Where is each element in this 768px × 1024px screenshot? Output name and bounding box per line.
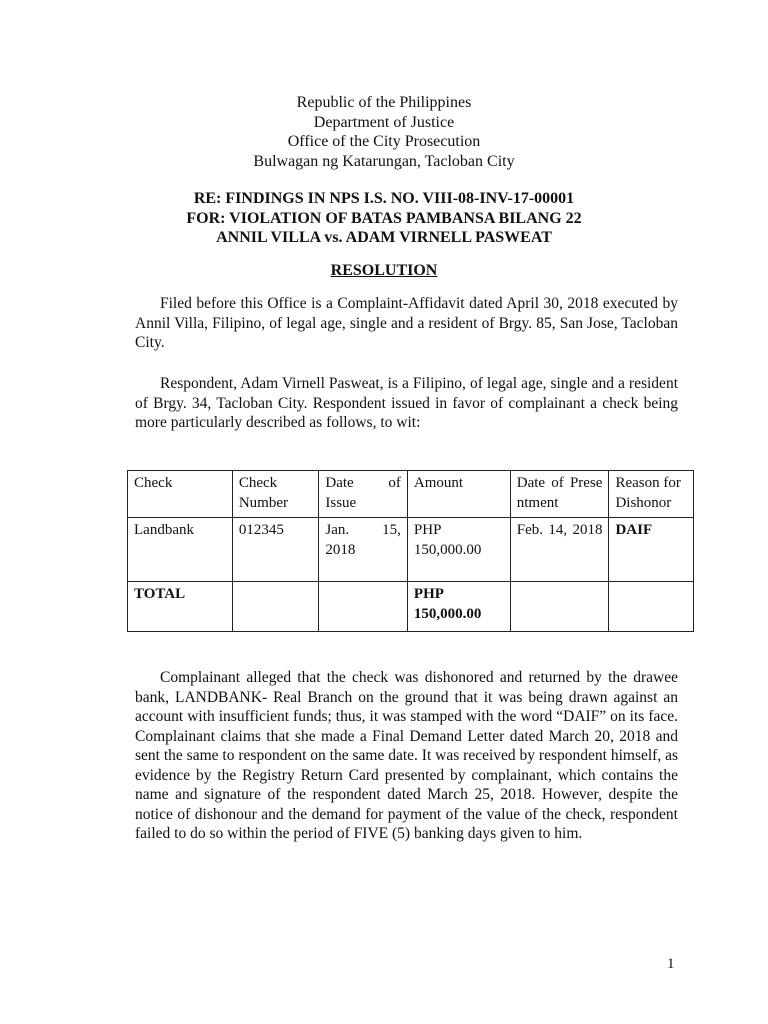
- cell-check: Landbank: [128, 518, 233, 582]
- cell-date-presentment: Feb. 14, 2018: [510, 518, 609, 582]
- header-reason: Reason for Dishonor: [609, 471, 694, 518]
- table-row: [128, 518, 694, 582]
- paragraph-allegation: Complainant alleged that the check was dishonored and returned by the drawee bank, LANDBANK- Real Branch on the ground that it was being drawn against an account with insufficient funds; thus, it was stamped with the word “DAIF” on its face. Complainant claims that she made a Final Demand Letter dated March 20, 2018 and sent the same to respondent on the same date. It was received by respondent himself, as evidence by the Registry Return Card presented by complainant, which contains the name and signature of the respondent dated March 25, 2018. However, despite the notice of dishonour and the demand for payment of the value of the check, respondent failed to do so within the period of FIVE (5) banking days given to him.: [135, 669, 678, 842]
- case-reference: [0, 189, 768, 248]
- total-empty-2: [319, 582, 408, 632]
- re-line: RE: FINDINGS IN NPS I.S. NO. VIII-08-INV-17-00001: [193, 190, 575, 207]
- paragraph-respondent: Respondent, Adam Virnell Pasweat, is a Filipino, of legal age, single and a resident of Brgy. 34, Tacloban City. Respondent issued in favor of complainant a check being more particularly described as follows, to wit:: [135, 375, 678, 431]
- page-number: 1: [667, 956, 675, 972]
- cell-reason: DAIF: [609, 518, 694, 582]
- header-amount: Amount: [407, 471, 510, 518]
- total-empty-1: [232, 582, 319, 632]
- header-address: Bulwagan ng Katarungan, Tacloban City: [253, 152, 515, 170]
- table-header-row: [128, 471, 694, 518]
- header-date-presentment: Date of Presentment: [510, 471, 609, 518]
- header-department: Department of Justice: [313, 113, 455, 131]
- header-check-number: Check Number: [232, 471, 319, 518]
- total-amount: PHP 150,000.00: [407, 582, 510, 632]
- header-office: Office of the City Prosecution: [287, 133, 481, 150]
- header-republic: Republic of the Philippines: [296, 94, 472, 111]
- parties-line: ANNIL VILLA vs. ADAM VIRNELL PASWEAT: [216, 229, 552, 246]
- header-check: Check: [128, 471, 233, 518]
- total-empty-4: [609, 582, 694, 632]
- cell-date-issue: Jan. 15, 2018: [319, 518, 408, 582]
- header-date-issue: Date of Issue: [319, 471, 408, 518]
- cell-check-number: 012345: [232, 518, 319, 582]
- table-total-row: [128, 582, 694, 632]
- total-empty-3: [510, 582, 609, 632]
- office-header: [0, 93, 768, 171]
- check-table: [127, 470, 694, 632]
- for-line: FOR: VIOLATION OF BATAS PAMBANSA BILANG 22: [186, 209, 582, 227]
- cell-amount: PHP 150,000.00: [407, 518, 510, 582]
- resolution-title: RESOLUTION: [330, 262, 438, 279]
- paragraph-complaint: Filed before this Office is a Complaint-Affidavit dated April 30, 2018 executed by Annil Villa, Filipino, of legal age, single and a resident of Brgy. 85, San Jose, Tacloban City.: [135, 295, 678, 351]
- total-label: TOTAL: [128, 582, 233, 632]
